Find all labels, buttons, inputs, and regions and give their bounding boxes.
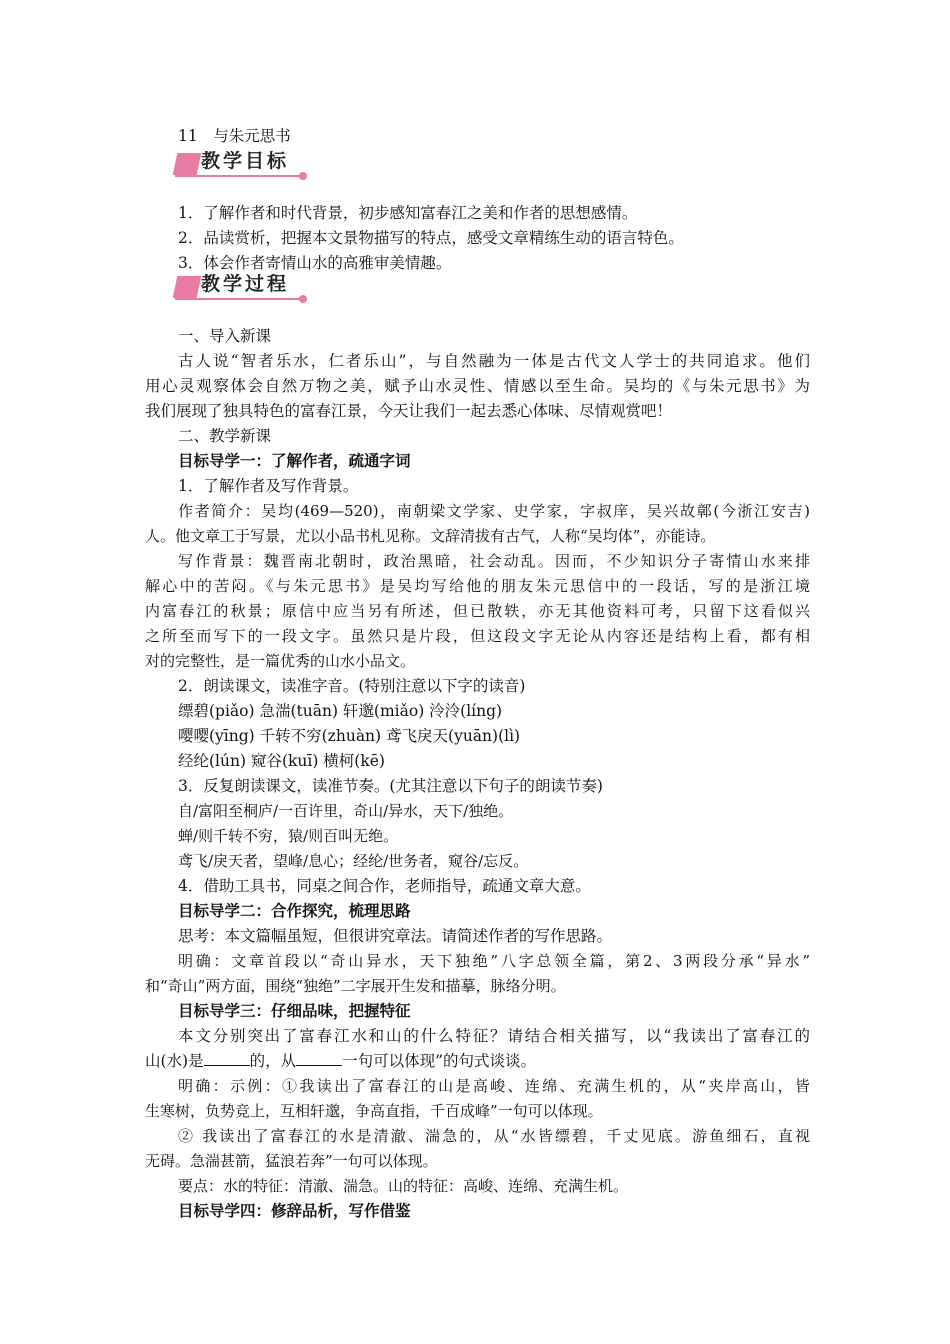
rhythm-line: 鸢飞/戾天者，望峰/息心；经纶/世务者，窥谷/忘反。: [178, 852, 529, 870]
pronunciation-line: 经纶(lún) 窥谷(kuī) 横柯(kē): [178, 752, 385, 770]
step-item: 2．朗读课文，读准字音。(特别注意以下字的读音): [178, 677, 526, 695]
paragraph-line: 无碍。急湍甚箭，猛浪若奔”一句可以体现。: [145, 1152, 438, 1170]
goal-heading-1: 目标导学一：了解作者，疏通字词: [178, 452, 411, 470]
objective-item: 1．了解作者和时代背景，初步感知富春江之美和作者的思想感情。: [178, 204, 638, 222]
paragraph-line: ② 我读出了富春江的水是清澈、湍急的，从“水皆缥碧，千丈见底。游鱼细石，直视: [178, 1127, 810, 1145]
goal-heading-3: 目标导学三：仔细品味，把握特征: [178, 1002, 411, 1020]
section-title: 教学目标: [201, 150, 290, 172]
text-span: 的，从: [249, 1052, 297, 1070]
fill-blank-line: [145, 1049, 810, 1074]
rhythm-line: 蝉/则千转不穷，猿/则百叫无绝。: [178, 827, 399, 845]
blank-underline: [296, 1051, 342, 1066]
paragraph-line: 人。他文章工于写景，尤以小品书札见称。文辞清拔有古气，人称“吴均体”，亦能诗。: [145, 527, 716, 545]
paragraph-line: 内富春江的秋景；原信中应当另有所述，但已散轶，亦无其他资料可考，只留下这看似兴: [145, 602, 810, 620]
paragraph-line: 明确：示例：①我读出了富春江的山是高峻、连绵、充满生机的，从“夹岸高山，皆: [178, 1077, 810, 1095]
objective-item: 3．体会作者寄情山水的高雅审美情趣。: [178, 254, 452, 272]
goal-heading-4: 目标导学四：修辞品析，写作借鉴: [178, 1202, 411, 1220]
paragraph-line: 用心灵观察体会自然万物之美，赋予山水灵性、情感以至生命。吴均的《与朱元思书》为: [145, 377, 810, 395]
paragraph-line: 解心中的苦闷。《与朱元思书》是吴均写给他的朋友朱元思信中的一段话，写的是浙江境: [145, 577, 810, 595]
step-item: 1．了解作者及写作背景。: [178, 477, 359, 495]
section-header-process: [175, 271, 315, 305]
paragraph-line: 我们展现了独具特色的富春江景，今天让我们一起去悉心体味、尽情观赏吧！: [145, 402, 673, 420]
paragraph-line: 作者简介：吴均(469—520)，南朝梁文学家、史学家，字叔庠，吴兴故鄣(今浙江安吉): [178, 502, 810, 520]
header-ribbon-decoration: [173, 153, 202, 175]
header-dot-decoration: [299, 295, 307, 303]
header-underline: [175, 298, 301, 300]
paragraph-line: 对的完整性，是一篇优秀的山水小品文。: [145, 652, 416, 670]
paragraph-line: 古人说“智者乐水，仁者乐山”，与自然融为一体是古代文人学士的共同追求。他们: [178, 352, 810, 370]
paragraph-line: 要点：水的特征：清澈、湍急。山的特征：高峻、连绵、充满生机。: [178, 1177, 629, 1195]
heading-new-lesson: 二、教学新课: [178, 427, 272, 445]
section-title: 教学过程: [201, 273, 290, 295]
header-underline: [175, 175, 301, 177]
section-header-objectives: [175, 148, 315, 182]
lesson-title: 11 与朱元思书: [178, 127, 291, 145]
heading-intro: 一、导入新课: [178, 327, 272, 345]
pronunciation-line: 嘤嘤(yīng) 千转不穷(zhuàn) 鸢飞戾天(yuān)(lì): [178, 727, 521, 745]
rhythm-line: 自/富阳至桐庐/一百许里，奇山/异水，天下/独绝。: [178, 802, 514, 820]
text-span: 山(水)是: [145, 1052, 204, 1070]
paragraph-line: 和“奇山”两方面，围绕“独绝”二字展开生发和描摹，脉络分明。: [145, 977, 566, 995]
step-item: 4．借助工具书，同桌之间合作，老师指导，疏通文章大意。: [178, 877, 591, 895]
goal-heading-2: 目标导学二：合作探究，梳理思路: [178, 902, 411, 920]
paragraph-line: 本文分别突出了富春江水和山的什么特征？请结合相关描写，以“我读出了富春江的: [178, 1027, 810, 1045]
paragraph-line: 写作背景：魏晋南北朝时，政治黑暗，社会动乱。因而，不少知识分子寄情山水来排: [178, 552, 810, 570]
step-item: 3．反复朗读课文，读准节奏。(尤其注意以下句子的朗读节奏): [178, 777, 603, 795]
paragraph-line: 生寒树，负势竞上，互相轩邈，争高直指，千百成峰”一句可以体现。: [145, 1102, 603, 1120]
paragraph-line: 明确：文章首段以“奇山异水，天下独绝”八字总领全篇，第2、3两段分承“异水”: [178, 952, 810, 970]
blank-underline: [204, 1051, 250, 1066]
text-span: 一句可以体现”的句式谈谈。: [342, 1052, 537, 1070]
header-ribbon-decoration: [173, 276, 202, 298]
objective-item: 2．品读赏析，把握本文景物描写的特点，感受文章精练生动的语言特色。: [178, 229, 684, 247]
paragraph-line: 思考：本文篇幅虽短，但很讲究章法。请简述作者的写作思路。: [178, 927, 613, 945]
paragraph-line: 之所至而写下的一段文字。虽然只是片段，但这段文字无论从内容还是结构上看，都有相: [145, 627, 810, 645]
header-dot-decoration: [299, 172, 307, 180]
pronunciation-line: 缥碧(piǎo) 急湍(tuān) 轩邈(miǎo) 泠泠(líng): [178, 702, 503, 720]
